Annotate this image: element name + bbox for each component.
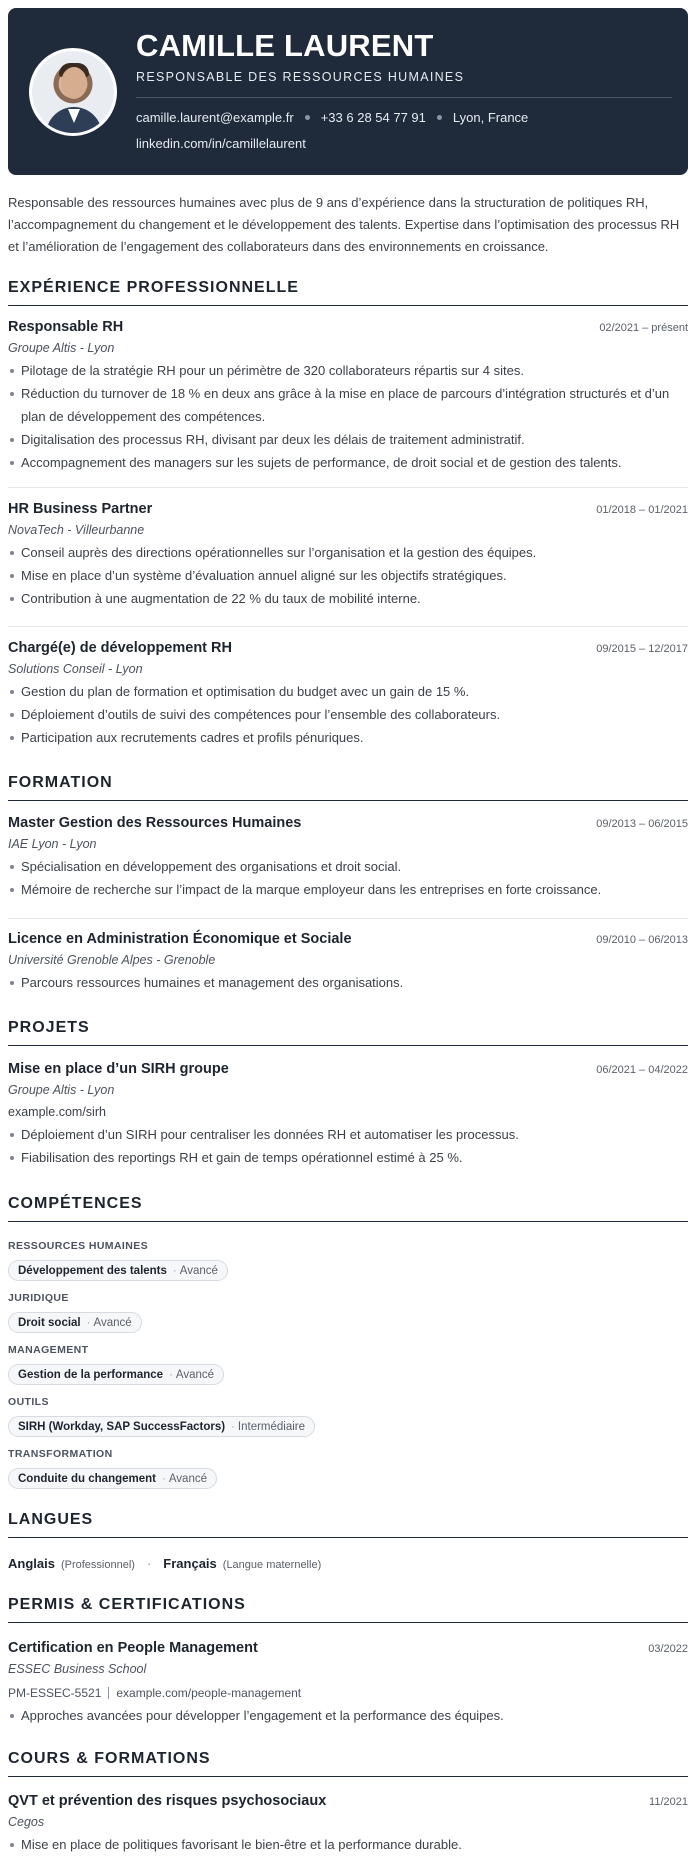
entry-bullets [8,1123,688,1169]
language-name: Anglais [8,1556,55,1571]
languages-line [8,1556,321,1571]
project-link[interactable]: example.com/sirh [8,1105,106,1119]
section-title-certifications: PERMIS & CERTIFICATIONS [8,1596,688,1623]
bullet-item: Accompagnement des managers sur les sujets de performance, de droit social et de gestion des talents. [8,451,688,474]
skill-dot: · [86,1316,91,1329]
section-title-skills: COMPÉTENCES [8,1195,688,1222]
phone-number[interactable]: +33 6 28 54 77 91 [320,110,426,125]
entry-title: Mise en place d’un SIRH groupe [8,1061,229,1077]
bullet-item: Spécialisation en développement des organisations et droit social. [8,855,688,878]
skill-level: Intermédiaire [237,1420,306,1433]
avatar-face [61,67,87,99]
bullet-item: Pilotage de la stratégie RH pour un périmètre de 320 collaborateurs répartis sur 4 sites. [8,359,688,382]
entry-bullets [8,680,688,749]
section-title-languages: LANGUES [8,1511,688,1538]
skill-name: Gestion de la performance [18,1368,164,1381]
bullet-item: Contribution à une augmentation de 22 % du taux de mobilité interne. [8,587,688,610]
skill-chip [8,1364,224,1385]
entry-title: QVT et prévention des risques psychosociaux [8,1793,327,1809]
entry-dates: 02/2021 – présent [599,322,688,334]
experience-entry [8,319,688,474]
bullet-item: Déploiement d’outils de suivi des compétences pour l’ensemble des collaborateurs. [8,703,688,726]
bullet-separator [437,115,442,120]
entry-organization: Solutions Conseil - Lyon [8,662,143,676]
certification-entry [8,1640,688,1727]
entry-dates: 11/2021 [649,1796,688,1808]
skill-level: Avancé [168,1472,207,1485]
profile-photo [29,48,117,136]
skill-chip [8,1416,315,1437]
course-entry [8,1793,688,1856]
entry-dates: 09/2010 – 06/2013 [596,934,688,946]
section-title-courses: COURS & FORMATIONS [8,1750,688,1777]
location: Lyon, France [452,110,529,125]
bullet-item: Approches avancées pour développer l’engagement et la performance des équipes. [8,1704,688,1727]
entry-dates: 09/2013 – 06/2015 [596,818,688,830]
skill-name: Droit social [18,1316,81,1329]
skill-chip [8,1312,142,1333]
profile-summary: Responsable des ressources humaines avec plus de 9 ans d’expérience dans la structuration de politiques RH, l’accompagnement du changement et le développement des talents. Expertise dans l’optimisation des processus RH et l’amélioration de l’engagement des collaborateurs dans des environnements en croissance. [8,195,680,254]
bullet-item: Conseil auprès des directions opérationnelles sur l’organisation et la gestion des équipes. [8,541,688,564]
skill-dot: · [231,1420,235,1433]
meta-separator [108,1687,109,1699]
entry-title: Certification en People Management [8,1640,258,1656]
certification-id: PM-ESSEC-5521 [8,1686,102,1700]
bullet-item: Participation aux recrutements cadres et profils pénuriques. [8,726,688,749]
entry-bullets [8,359,688,474]
entry-organization: Groupe Altis - Lyon [8,341,115,355]
entry-dates: 01/2018 – 01/2021 [596,504,688,516]
skill-category: RESSOURCES HUMAINES [8,1240,149,1252]
contact-line [136,110,528,125]
entry-bullets [8,541,688,610]
skill-chip [8,1468,217,1489]
skill-name: Développement des talents [18,1264,167,1277]
header-divider [136,97,672,98]
entry-organization: Groupe Altis - Lyon [8,1083,115,1097]
bullet-separator [305,115,310,120]
entry-dates: 03/2022 [648,1643,688,1655]
entry-organization: ESSEC Business School [8,1662,147,1676]
bullet-item: Déploiement d’un SIRH pour centraliser les données RH et automatiser les processus. [8,1123,688,1146]
skill-category: TRANSFORMATION [8,1448,113,1460]
education-entry [8,931,688,994]
entry-title: Licence en Administration Économique et Sociale [8,931,352,947]
candidate-role: RESPONSABLE DES RESSOURCES HUMAINES [136,70,465,84]
skill-level: Avancé [93,1316,132,1329]
skill-name: SIRH (Workday, SAP SuccessFactors) [18,1420,226,1433]
resume-header [8,8,688,175]
candidate-name: CAMILLE LAURENT [136,28,434,63]
skill-dot: · [169,1368,173,1381]
entry-title: HR Business Partner [8,501,153,517]
entry-title: Chargé(e) de développement RH [8,640,232,656]
bullet-item: Fiabilisation des reportings RH et gain de temps opérationnel estimé à 25 %. [8,1146,688,1169]
bullet-item: Mise en place d’un système d’évaluation annuel aligné sur les objectifs stratégiques. [8,564,688,587]
skill-category: JURIDIQUE [8,1292,69,1304]
entry-organization: NovaTech - Villeurbanne [8,523,145,537]
project-entry [8,1061,688,1169]
skill-level: Avancé [179,1264,218,1277]
skill-name: Conduite du changement [18,1472,156,1485]
entry-bullets [8,855,688,901]
education-entry [8,815,688,901]
experience-entry [8,640,688,749]
bullet-item: Digitalisation des processus RH, divisant par deux les délais de traitement administratif. [8,428,688,451]
email-link[interactable]: camille.laurent@example.fr [136,110,294,125]
certification-link[interactable]: example.com/people-management [116,1686,302,1700]
entry-dates: 09/2015 – 12/2017 [596,643,688,655]
linkedin-link[interactable]: linkedin.com/in/camillelaurent [136,136,306,151]
bullet-item: Parcours ressources humaines et management des organisations. [8,971,688,994]
certification-meta [8,1686,688,1700]
entry-divider [8,626,688,627]
entry-bullets [8,1704,688,1727]
bullet-item: Gestion du plan de formation et optimisation du budget avec un gain de 15 %. [8,680,688,703]
bullet-item: Mise en place de politiques favorisant le bien-être et la performance durable. [8,1833,688,1856]
language-level: (Langue maternelle) [222,1559,322,1571]
entry-organization: Université Grenoble Alpes - Grenoble [8,953,216,967]
entry-bullets [8,1833,688,1856]
language-separator: · [146,1556,152,1571]
section-title-experience: EXPÉRIENCE PROFESSIONNELLE [8,279,688,306]
skill-level: Avancé [175,1368,215,1381]
entry-dates: 06/2021 – 04/2022 [596,1064,688,1076]
skill-dot: · [162,1472,166,1485]
skill-chip [8,1260,228,1281]
section-title-education: FORMATION [8,774,688,801]
entry-title: Master Gestion des Ressources Humaines [8,815,302,831]
entry-divider [8,487,688,488]
skill-dot: · [172,1264,177,1277]
experience-entry [8,501,688,610]
entry-bullets [8,971,688,994]
skill-category: OUTILS [8,1396,49,1408]
bullet-item: Mémoire de recherche sur l’impact de la marque employeur dans les entreprises en forte croissance. [8,878,688,901]
bullet-item: Réduction du turnover de 18 % en deux ans grâce à la mise en place de parcours d’intégration structurés et d’un plan de développement des compétences. [8,382,688,428]
section-title-projects: PROJETS [8,1019,688,1046]
entry-organization: IAE Lyon - Lyon [8,837,97,851]
skill-category: MANAGEMENT [8,1344,89,1356]
language-name: Français [163,1556,217,1571]
entry-divider [8,918,688,919]
entry-title: Responsable RH [8,319,124,335]
entry-organization: Cegos [8,1815,45,1829]
language-level: (Professionnel) [60,1559,135,1571]
